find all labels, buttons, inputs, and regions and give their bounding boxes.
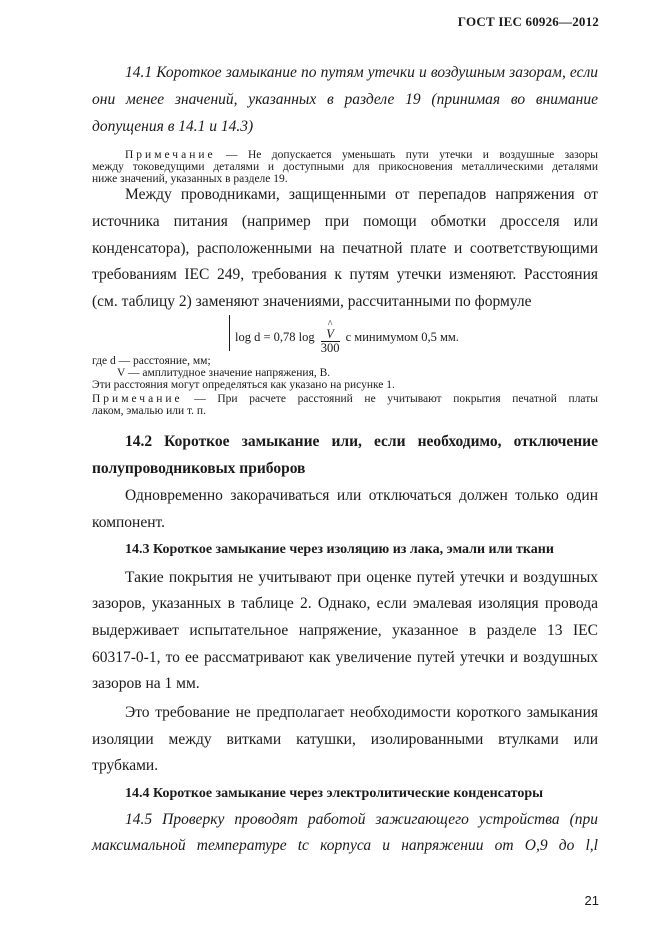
formula — [229, 321, 459, 355]
text-line: зазоров на 1 мм. — [92, 675, 200, 692]
formula-denominator: 300 — [320, 341, 340, 355]
note-line — [125, 149, 598, 162]
text-line: Одновременно закорачиваться или отключаться должен только один — [125, 487, 598, 504]
document-header: ГОСТ IEC 60926—2012 — [457, 14, 599, 29]
page-number: 21 — [584, 893, 599, 908]
text-line: компонент. — [92, 514, 166, 531]
text-line: они менее значений, указанных в разделе 19 (принимая во внимание — [92, 91, 598, 108]
formula-hat: ^ — [327, 319, 333, 330]
note-label: Примечание — [92, 393, 183, 405]
text-line: 60317-0-1, то ее рассматривают как увеличение путей утечки и воздушных — [92, 649, 598, 666]
definition-line: V — амплитудное значение напряжения, В. — [117, 367, 331, 379]
text-line: источника питания (например при помощи обмотки дросселя или — [92, 213, 598, 230]
text-line: конденсатора), расположенными на печатной плате и соответствующими — [92, 240, 598, 257]
note-line — [92, 393, 598, 406]
text-line: зазоров, указанных в таблице 2. Однако, если эмалевая изоляция провода — [92, 595, 598, 612]
note-line: ниже значений, указанных в разделе 19. — [92, 173, 288, 185]
text-line: Между проводниками, защищенными от перепадов напряжения от — [125, 186, 598, 203]
section-heading: 14.2 Короткое замыкание или, если необходимо, отключение — [125, 433, 598, 450]
formula-suffix: с минимумом 0,5 мм. — [345, 329, 459, 344]
note-dash: — — [194, 393, 206, 405]
text-line: допущения в 14.1 и 14.3) — [92, 118, 254, 135]
note-line: между токоведущими деталями и доступными для прикосновения металлическими деталями — [92, 161, 598, 173]
formula-bar — [229, 315, 230, 351]
text-line: Это требование не предполагает необходимости короткого замыкания — [125, 704, 598, 721]
note-label: Примечание — [125, 149, 216, 161]
text-line: максимальной температуре tc корпуса и напряжении от О,9 до l,l — [92, 837, 598, 854]
note-text: Не допускается уменьшать пути утечки и воздушные зазоры — [247, 149, 598, 161]
text-line: изоляции между витками катушки, изолированными втулками или — [92, 731, 598, 748]
text-line: (см. таблицу 2) заменяют значениями, рассчитанными по формуле — [92, 293, 532, 310]
text-line: 14.5 Проверку проводят работой зажигающего устройства (при — [125, 811, 598, 828]
text-line: требованиям IEC 249, требования к путям утечки изменяют. Расстояния — [92, 266, 598, 283]
note-dash: — — [226, 149, 238, 161]
section-heading: полупроводниковых приборов — [92, 460, 306, 477]
definition-line: где d — расстояние, мм; — [92, 355, 211, 367]
formula-numerator: V — [326, 327, 334, 341]
note-text: При расчете расстояний не учитывают покрытия печатной платы — [217, 393, 598, 405]
text-line: Такие покрытия не учитывают при оценке путей утечки и воздушных — [125, 569, 598, 586]
note-line: лаком, эмалью или т. п. — [92, 405, 206, 417]
text-line: трубками. — [92, 757, 159, 774]
formula-fraction — [321, 321, 340, 355]
section-14-4-heading: 14.4 Короткое замыкание через электролитические конденсаторы — [125, 786, 544, 801]
section-heading: 14.3 Короткое замыкание через изоляцию из лака, эмали или ткани — [125, 542, 554, 557]
definition-line: Эти расстояния могут определяться как указано на рисунке 1. — [92, 379, 395, 391]
text-line: 14.1 Короткое замыкание по путям утечки и воздушным зазорам, если — [125, 64, 598, 81]
formula-prefix: log d = 0,78 log — [235, 329, 315, 344]
text-line: выдерживает испытательное напряжение, указанное в разделе 13 IEC — [92, 622, 598, 639]
